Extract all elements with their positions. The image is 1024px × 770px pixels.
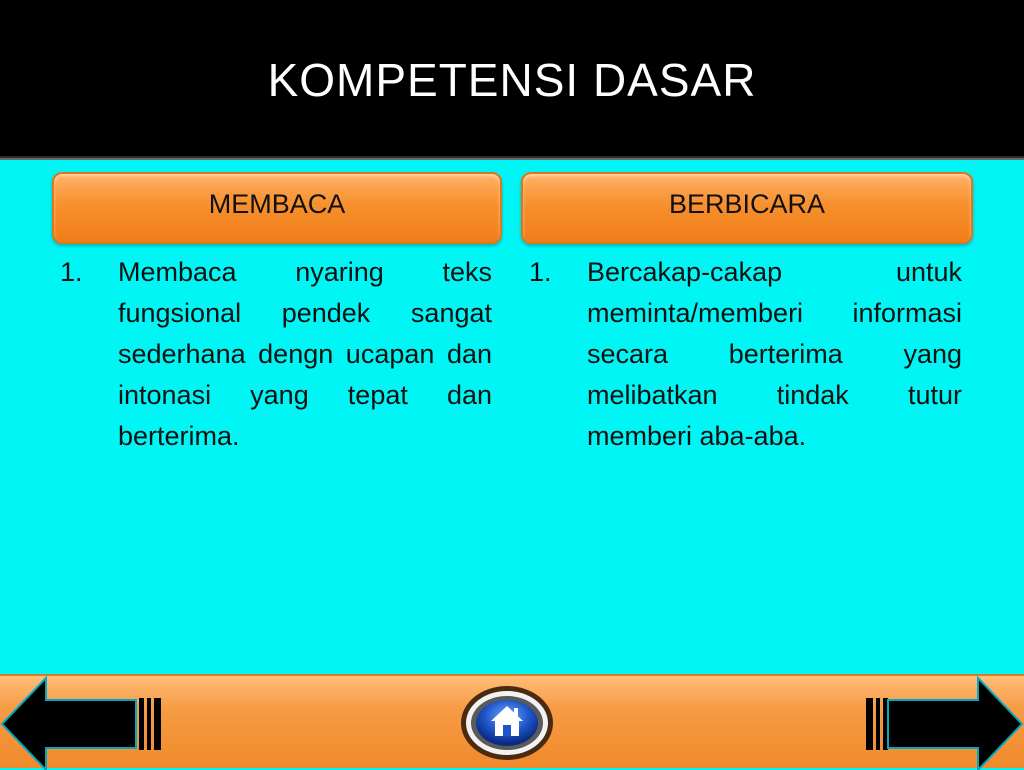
home-button[interactable] [459,684,555,762]
berbicara-header-label: BERBICARA [668,188,826,219]
slide-title: KOMPETENSI DASAR [267,54,757,106]
list-item-number: 1. [60,257,83,287]
list-item-text: Bercakap-cakap untuk meminta/memberi informasi secara berterima yang melibatkan tindak tutur memberi aba-aba. [587,257,962,451]
title-bar [0,0,1024,160]
arrow-right-icon[interactable] [884,676,1024,770]
berbicara-header [521,172,973,244]
arrow-left-icon[interactable] [0,676,140,770]
membaca-header [52,172,502,244]
membaca-list [52,252,492,457]
prev-stop-bars [139,698,161,750]
berbicara-list [521,252,962,457]
list-item [521,252,962,457]
list-item [52,252,492,457]
list-item-text: Membaca nyaring teks fungsional pendek sangat sederhana dengn ucapan dan intonasi yang tepat dan berterima. [118,257,492,451]
list-item-number: 1. [529,257,552,287]
membaca-header-label: MEMBACA [208,188,346,219]
